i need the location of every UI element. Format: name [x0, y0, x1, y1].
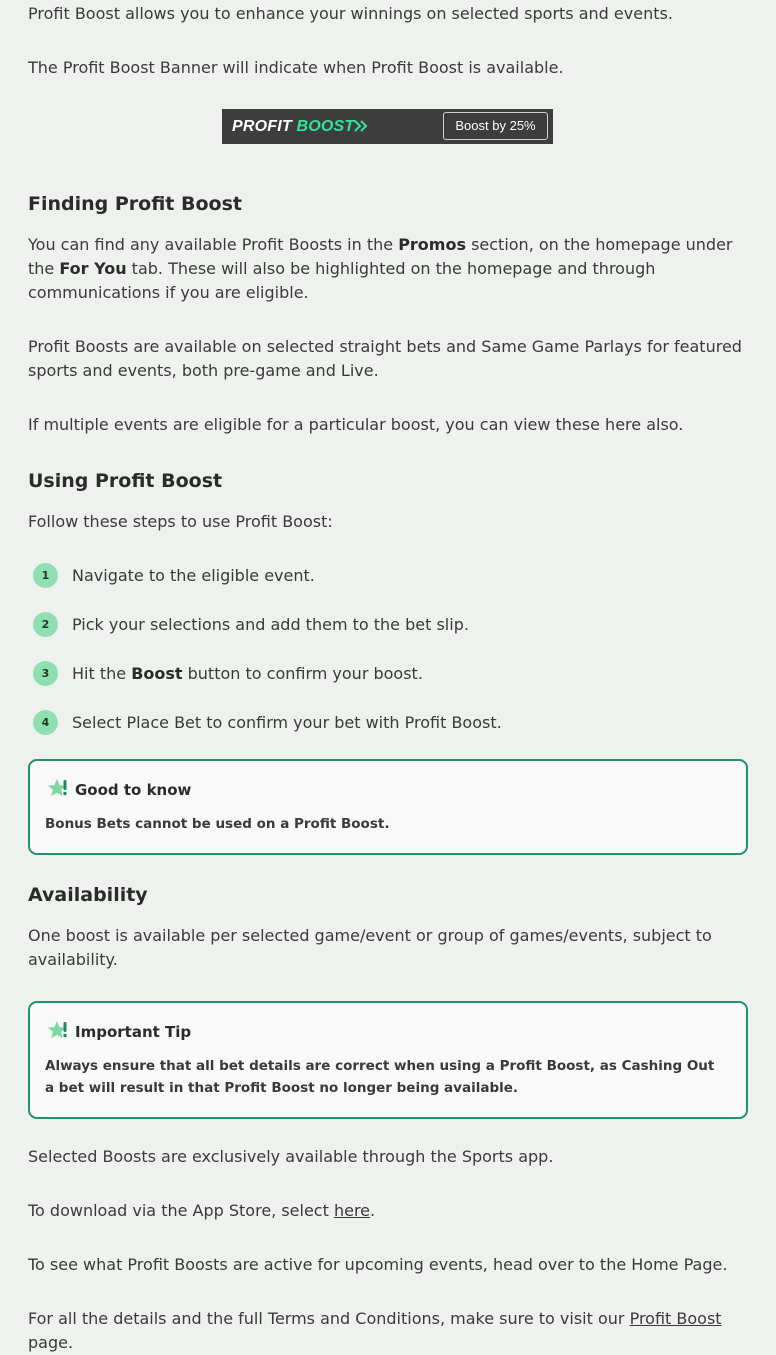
home-page-text: To see what Profit Boosts are active for upcoming events, head over to the Home Page. [28, 1255, 728, 1274]
app-store-text: To download via the App Store, select here. [28, 1201, 376, 1220]
intro-text: Profit Boost allows you to enhance your winnings on selected sports and events. [28, 4, 673, 23]
step-number-badge: 4 [33, 710, 58, 735]
finding-paragraph-2: Profit Boosts are available on selected straight bets and Same Game Parlays for featured sports and events, both pre-game and Live. [28, 337, 742, 380]
step-number-badge: 2 [33, 612, 58, 637]
using-heading: Using Profit Boost [28, 470, 223, 492]
callout-body: Bonus Bets cannot be used on a Profit Boost. [45, 816, 390, 832]
step-1 [33, 563, 733, 589]
finding-heading: Finding Profit Boost [28, 193, 242, 215]
step-number-badge: 3 [33, 661, 58, 686]
callout-title: Important Tip [75, 1023, 192, 1041]
finding-paragraph-1: You can find any available Profit Boosts in the Promos section, on the homepage under the For You tab. These will also be highlighted on the homepage and through communications if you are eligible. [28, 235, 733, 302]
double-chevron-right-icon [353, 118, 369, 134]
star-alert-icon [47, 1020, 69, 1042]
star-alert-icon [47, 778, 69, 800]
profit-boost-page-link[interactable]: Profit Boost [629, 1309, 722, 1328]
step-3 [33, 661, 733, 687]
step-text: Pick your selections and add them to the bet slip. [72, 615, 469, 634]
important-tip-callout [28, 1001, 748, 1119]
banner-info-text: The Profit Boost Banner will indicate when Profit Boost is available. [28, 58, 564, 77]
step-2 [33, 612, 733, 638]
callout-title: Good to know [75, 781, 192, 799]
profit-boost-banner [222, 109, 553, 144]
using-intro: Follow these steps to use Profit Boost: [28, 512, 333, 531]
step-4 [33, 710, 733, 736]
terms-text: For all the details and the full Terms and Conditions, make sure to visit our Profit Boost page. [28, 1309, 722, 1352]
good-to-know-callout [28, 759, 748, 855]
boost-button[interactable]: Boost by 25% [443, 112, 548, 140]
profit-boost-logo: PROFIT BOOST [232, 118, 355, 135]
callout-body: Always ensure that all bet details are correct when using a Profit Boost, as Cashing Out a bet will result in that Profit Boost no longer being available. [45, 1058, 715, 1096]
step-number-badge: 1 [33, 563, 58, 588]
finding-paragraph-3: If multiple events are eligible for a particular boost, you can view these here also. [28, 415, 684, 434]
step-text: Navigate to the eligible event. [72, 566, 315, 585]
availability-paragraph: One boost is available per selected game/event or group of games/events, subject to availability. [28, 926, 712, 969]
step-text: Hit the Boost button to confirm your boost. [72, 664, 423, 683]
step-text: Select Place Bet to confirm your bet with Profit Boost. [72, 713, 502, 732]
app-store-link[interactable]: here [333, 1201, 371, 1220]
sports-app-text: Selected Boosts are exclusively available through the Sports app. [28, 1147, 554, 1166]
availability-heading: Availability [28, 884, 148, 906]
